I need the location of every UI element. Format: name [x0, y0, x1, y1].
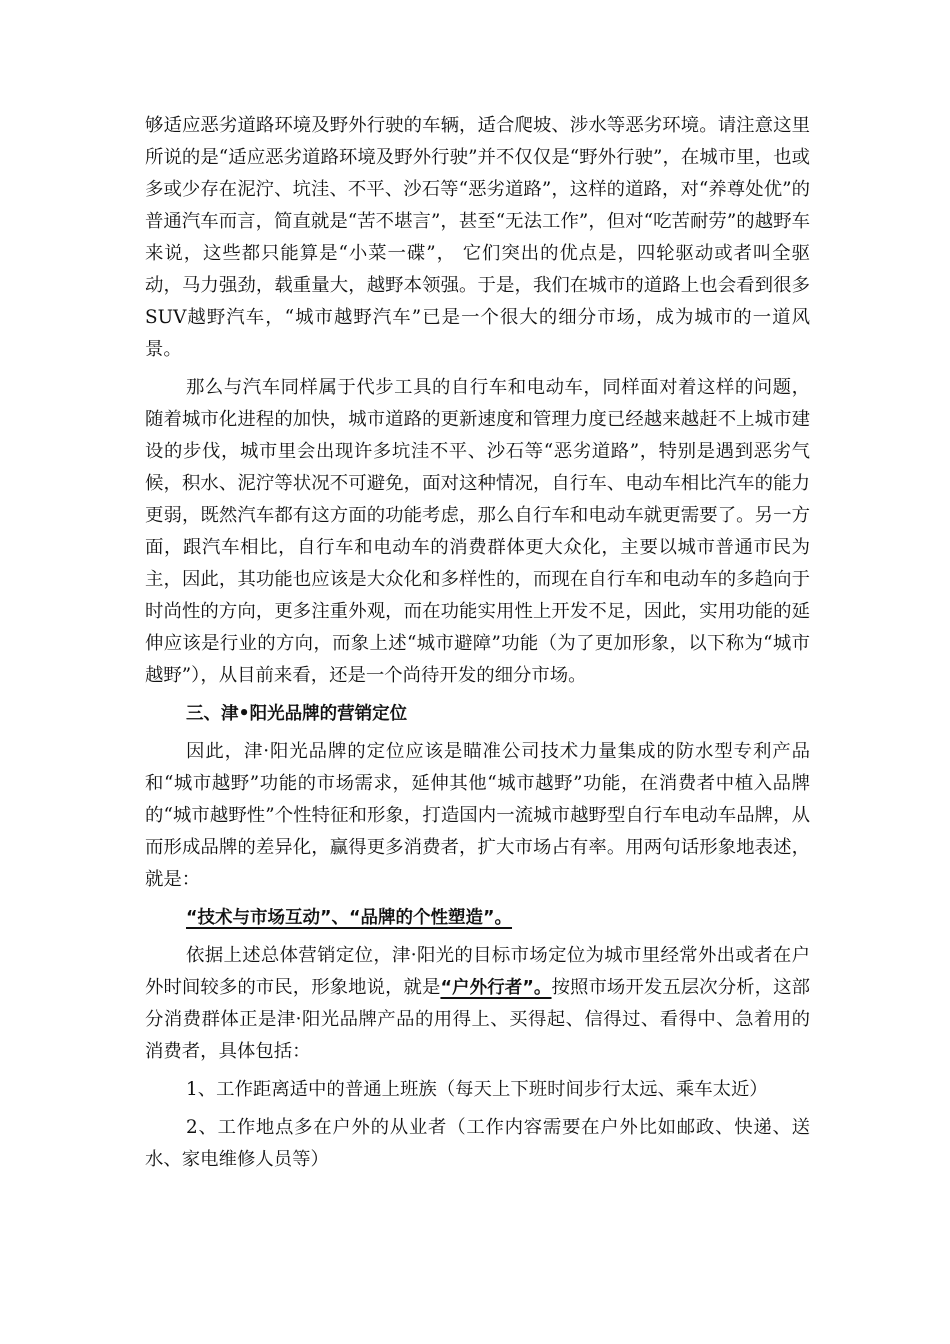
paragraph-target-market	[145, 940, 810, 1068]
target-market-text-start: 依据上述总体营销定位，津·阳光的目标市场定位为城市里经常外出或者在户外时间较多的市民，形象地说，就是	[145, 945, 810, 998]
section-heading-marketing-positioning: 三、津•阳光品牌的营销定位	[186, 704, 408, 724]
target-market-text-end: 按照市场开发五层次分析，这部分消费群体正是津·阳光品牌产品的用得上、买得起、信得过、看得中、急着用的消费者，具体包括：	[145, 977, 810, 1062]
paragraph-brand-positioning: 因此，津·阳光品牌的定位应该是瞄准公司技术力量集成的防水型专利产品和“城市越野”功能的市场需求，延伸其他“城市越野”功能，在消费者中植入品牌的“城市越野性”个性特征和形象，打造国内一流城市越野型自行车电动车品牌，从而形成品牌的差异化，赢得更多消费者，扩大市场占有率。用两句话形象地表述，就是：	[145, 741, 810, 890]
paragraph-bicycles-ebikes: 那么与汽车同样属于代步工具的自行车和电动车，同样面对着这样的问题，随着城市化进程的加快，城市道路的更新速度和管理力度已经越来越赶不上城市建设的步伐，城市里会出现许多坑洼不平、沙石等“恶劣道路”，特别是遇到恶劣气候，积水、泥泞等状况不可避免，面对这种情况，自行车、电动车相比汽车的能力更弱，既然汽车都有这方面的功能考虑，那么自行车和电动车就更需要了。另一方面，跟汽车相比，自行车和电动车的消费群体更大众化，主要以城市普通市民为主，因此，其功能也应该是大众化和多样性的，而现在自行车和电动车的多趋向于时尚性的方向，更多注重外观，而在功能实用性上开发不足，因此，实用功能的延伸应该是行业的方向，而象上述“城市避障”功能（为了更加形象，以下称为“城市越野”），从目前来看，还是一个尚待开发的细分市场。	[145, 377, 810, 686]
list-item-commuters: 1、工作距离适中的普通上班族（每天上下班时间步行太远、乘车太近）	[186, 1079, 768, 1100]
paragraph-offroad-vehicles: 够适应恶劣道路环境及野外行驶的车辆，适合爬坡、涉水等恶劣环境。请注意这里所说的是“适应恶劣道路环境及野外行驶”并不仅仅是“野外行驶”，在城市里，也或多或少存在泥泞、坑洼、不平、沙石等“恶劣道路”，这样的道路，对“养尊处优”的普通汽车而言，简直就是“苦不堪言”，甚至“无法工作”，但对“吃苦耐劳”的越野车来说，这些都只能算是“小菜一碟”， 它们突出的优点是，四轮驱动或者叫全驱动，马力强劲，载重量大，越野本领强。于是，我们在城市的道路上也会看到很多SUV越野汽车，“城市越野汽车”已是一个很大的细分市场，成为城市的一道风景。	[145, 115, 810, 360]
slogan-line	[145, 902, 810, 934]
document-page	[145, 110, 810, 1182]
list-item-outdoor-workers: 2、工作地点多在户外的从业者（工作内容需要在户外比如邮政、快递、送水、家电维修人员等）	[145, 1117, 810, 1170]
outdoor-traveler-emphasis: “户外行者”。	[440, 978, 552, 998]
slogan-text: “技术与市场互动”、“品牌的个性塑造”。	[186, 908, 513, 928]
